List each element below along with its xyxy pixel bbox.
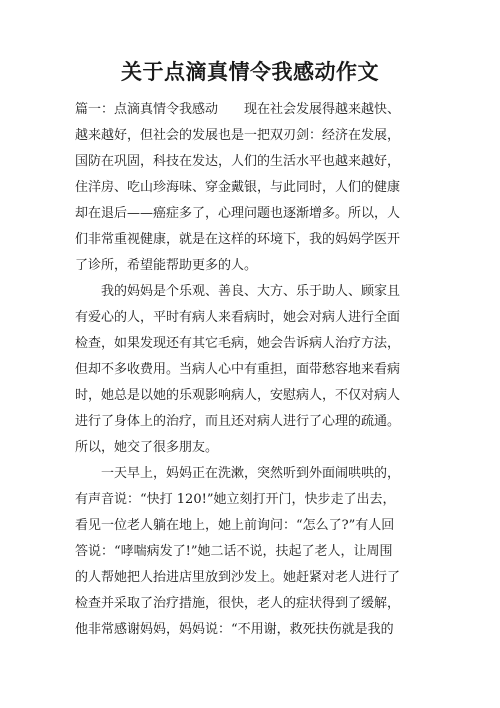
document-title: 关于点滴真情令我感动作文 (121, 59, 379, 84)
text-line: 却在退后——癌症多了，心理问题也逐渐增多。所以，人 (75, 206, 401, 221)
text-line: 的人帮她把人抬进店里放到沙发上。她赶紧对老人进行了 (75, 570, 401, 585)
text-line: 越来越好，但社会的发展也是一把双刃剑：经济在发展， (75, 128, 401, 143)
text-line: 国防在巩固，科技在发达，人们的生活水平也越来越好， (75, 154, 401, 169)
text-line: 答说：“哮喘病发了!”她二话不说，扶起了老人，让周围 (75, 544, 393, 559)
document-body (75, 97, 427, 643)
text-line: 但却不多收费用。当病人心中有重担，面带愁容地来看病 (75, 362, 401, 377)
text-line: 所以，她交了很多朋友。 (75, 440, 219, 455)
paragraph-first-line: 我的妈妈是个乐观、善良、大方、乐于助人、顾家且 (101, 284, 401, 299)
text-line: 们非常重视健康，就是在这样的环境下，我的妈妈学医开 (75, 232, 401, 247)
text-line: 有声音说：“快打 120!”她立刻打开门，快步走了出去， (75, 492, 396, 507)
text-line: 进行了身体上的治疗，而且还对病人进行了心理的疏通。 (75, 414, 401, 429)
text-line: 看见一位老人躺在地上，她上前询问：“怎么了?”有人回 (75, 518, 395, 533)
text-line: 检查并采取了治疗措施，很快，老人的症状得到了缓解， (75, 596, 401, 611)
text-line: 时，她总是以她的乐观影响病人，安慰病人，不仅对病人 (75, 388, 401, 403)
text-line: 篇一：点滴真情令我感动 现在社会发展得越来越快、 (75, 102, 401, 117)
text-line: 检查，如果发现还有其它毛病，她会告诉病人治疗方法， (75, 336, 401, 351)
text-line: 住洋房、吃山珍海味、穿金戴银，与此同时，人们的健康 (75, 180, 401, 195)
text-line: 了诊所，希望能帮助更多的人。 (75, 258, 258, 273)
text-line: 有爱心的人，平时有病人来看病时，她会对病人进行全面 (75, 310, 401, 325)
text-line: 他非常感谢妈妈，妈妈说：“不用谢，救死扶伤就是我的 (75, 622, 394, 637)
paragraph-first-line: 一天早上，妈妈正在洗漱，突然听到外面闹哄哄的， (101, 466, 401, 481)
